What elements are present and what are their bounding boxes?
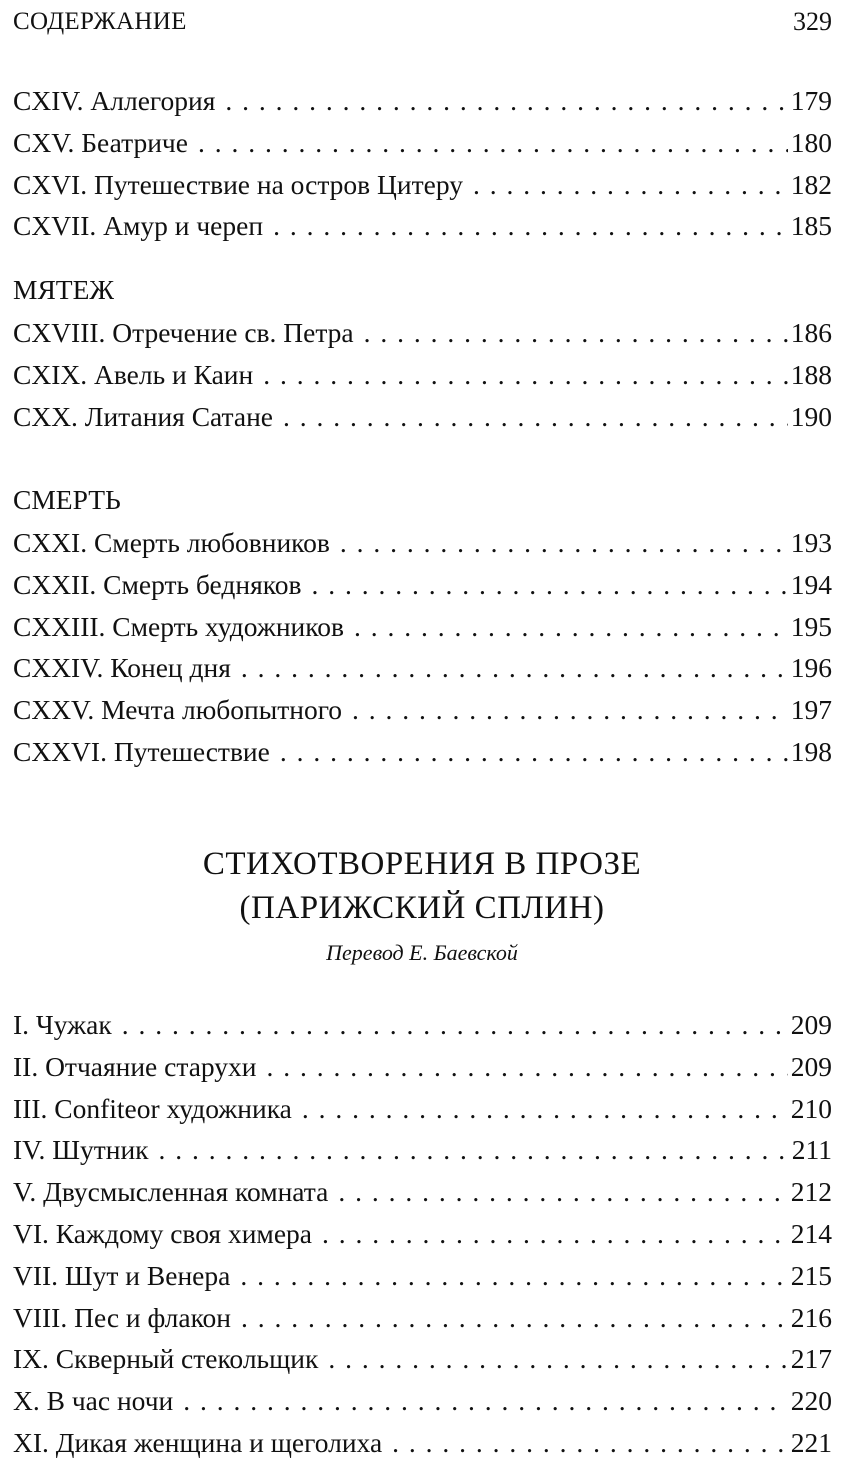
toc-entry xyxy=(13,1255,832,1297)
toc-entries-death xyxy=(13,522,832,773)
toc-entry xyxy=(13,1171,832,1213)
dot-leader xyxy=(322,1213,788,1255)
entry-title: IV. Шутник xyxy=(13,1134,149,1166)
dot-leader xyxy=(273,205,788,247)
entry-page-number: 197 xyxy=(790,694,832,726)
entry-title: II. Отчаяние старухи xyxy=(13,1050,257,1082)
dot-leader xyxy=(354,606,788,648)
entry-page-number: 179 xyxy=(790,85,832,116)
entry-title: CXXI. Смерть любовников xyxy=(13,527,330,558)
dot-leader xyxy=(225,80,787,122)
dot-leader xyxy=(352,689,788,731)
entry-title: VI. Каждому своя химера xyxy=(13,1217,312,1249)
section-heading-death: СМЕРТЬ xyxy=(13,484,121,515)
toc-entry xyxy=(13,522,832,564)
running-title: СОДЕРЖАНИЕ xyxy=(13,8,187,35)
toc-entry xyxy=(13,354,832,396)
entry-title: CXXIV. Конец дня xyxy=(13,652,231,684)
toc-entry xyxy=(13,1213,832,1255)
toc-entry xyxy=(13,564,832,606)
entry-title: I. Чужак xyxy=(13,1009,112,1040)
entry-page-number: 180 xyxy=(790,126,832,158)
dot-leader xyxy=(338,1171,787,1213)
entry-title: CXVII. Амур и череп xyxy=(13,210,264,242)
dot-leader xyxy=(240,1255,787,1297)
dot-leader xyxy=(473,164,788,206)
entry-page-number: 195 xyxy=(790,610,832,642)
dot-leader xyxy=(267,1046,788,1088)
entry-title: III. Confiteor художника xyxy=(13,1092,292,1124)
section-heading-revolt: МЯТЕЖ xyxy=(13,274,115,305)
entry-page-number: 212 xyxy=(790,1176,832,1208)
entry-page-number: 196 xyxy=(790,652,832,684)
entry-page-number: 220 xyxy=(790,1385,832,1417)
toc-entry xyxy=(13,1297,832,1339)
dot-leader xyxy=(302,1088,788,1130)
entry-page-number: 198 xyxy=(790,735,832,767)
part-title-line2: (ПАРИЖСКИЙ СПЛИН) xyxy=(239,890,605,926)
toc-entry xyxy=(13,80,832,122)
entry-title: CXVI. Путешествие на остров Цитеру xyxy=(13,168,463,200)
entry-title: V. Двусмысленная комната xyxy=(13,1176,329,1208)
entry-page-number: 209 xyxy=(790,1050,832,1082)
entry-page-number: 214 xyxy=(790,1217,832,1249)
entry-page-number: 215 xyxy=(790,1259,832,1291)
dot-leader xyxy=(183,1380,788,1422)
entry-page-number: 216 xyxy=(790,1301,832,1333)
entry-title: VIII. Пес и флакон xyxy=(13,1301,231,1333)
entry-title: CXXII. Смерть бедняков xyxy=(13,568,302,600)
translator-credit: Перевод Е. Баевской xyxy=(326,940,518,965)
entry-page-number: 186 xyxy=(790,317,832,348)
dot-leader xyxy=(328,1338,787,1380)
toc-entry xyxy=(13,312,832,354)
entry-page-number: 190 xyxy=(790,400,832,432)
entry-title: CXX. Литания Сатане xyxy=(13,400,274,432)
entry-title: XI. Дикая женщина и щеголиха xyxy=(13,1426,383,1458)
toc-entry xyxy=(13,1088,832,1130)
toc-entry xyxy=(13,396,832,438)
part-title-line1: СТИХОТВОРЕНИЯ В ПРОЗЕ xyxy=(202,846,642,882)
toc-entry xyxy=(13,205,832,247)
entry-page-number: 185 xyxy=(790,210,832,242)
toc-entry xyxy=(13,1380,832,1422)
running-header xyxy=(13,4,832,40)
entry-page-number: 182 xyxy=(790,168,832,200)
entry-title: CXIX. Авель и Каин xyxy=(13,358,254,390)
toc-entry xyxy=(13,731,832,773)
toc-group-1 xyxy=(13,80,832,247)
dot-leader xyxy=(241,1297,788,1339)
toc-section-death xyxy=(13,478,832,773)
toc-entry xyxy=(13,689,832,731)
dot-leader xyxy=(263,354,788,396)
dot-leader xyxy=(198,122,788,164)
toc-entry xyxy=(13,1338,832,1380)
entry-title: CXV. Беатриче xyxy=(13,126,188,158)
entry-page-number: 211 xyxy=(791,1134,832,1166)
toc-entry xyxy=(13,122,832,164)
dot-leader xyxy=(392,1422,788,1464)
toc-entries-revolt xyxy=(13,312,832,437)
entry-title: CXXIII. Смерть художников xyxy=(13,610,344,642)
entry-page-number: 217 xyxy=(790,1343,832,1375)
entry-title: CXVIII. Отречение св. Петра xyxy=(13,317,354,348)
toc-entry xyxy=(13,1046,832,1088)
entry-page-number: 194 xyxy=(790,568,832,600)
entry-title: VII. Шут и Венера xyxy=(13,1259,231,1291)
toc-entry xyxy=(13,1004,832,1046)
entry-title: CXXV. Мечта любопытного xyxy=(13,694,343,726)
dot-leader xyxy=(159,1129,789,1171)
dot-leader xyxy=(241,647,788,689)
entry-title: X. В час ночи xyxy=(13,1385,174,1417)
entry-title: CXIV. Аллегория xyxy=(13,85,216,116)
toc-entry xyxy=(13,647,832,689)
toc-entries-prose xyxy=(13,1004,832,1464)
toc-entry xyxy=(13,606,832,648)
toc-entry xyxy=(13,1422,832,1464)
dot-leader xyxy=(340,522,788,564)
entry-page-number: 209 xyxy=(790,1009,832,1040)
dot-leader xyxy=(280,731,788,773)
entry-page-number: 193 xyxy=(790,527,832,558)
toc-entry xyxy=(13,164,832,206)
dot-leader xyxy=(283,396,788,438)
toc-section-revolt xyxy=(13,268,832,437)
dot-leader xyxy=(311,564,787,606)
toc-entry xyxy=(13,1129,832,1171)
entry-page-number: 221 xyxy=(790,1426,832,1458)
dot-leader xyxy=(364,312,788,354)
entry-page-number: 210 xyxy=(790,1092,832,1124)
entry-title: IX. Скверный стекольщик xyxy=(13,1343,319,1375)
entry-page-number: 188 xyxy=(790,358,832,390)
dot-leader xyxy=(122,1004,788,1046)
entry-title: CXXVI. Путешествие xyxy=(13,735,270,767)
page-number: 329 xyxy=(793,7,832,36)
